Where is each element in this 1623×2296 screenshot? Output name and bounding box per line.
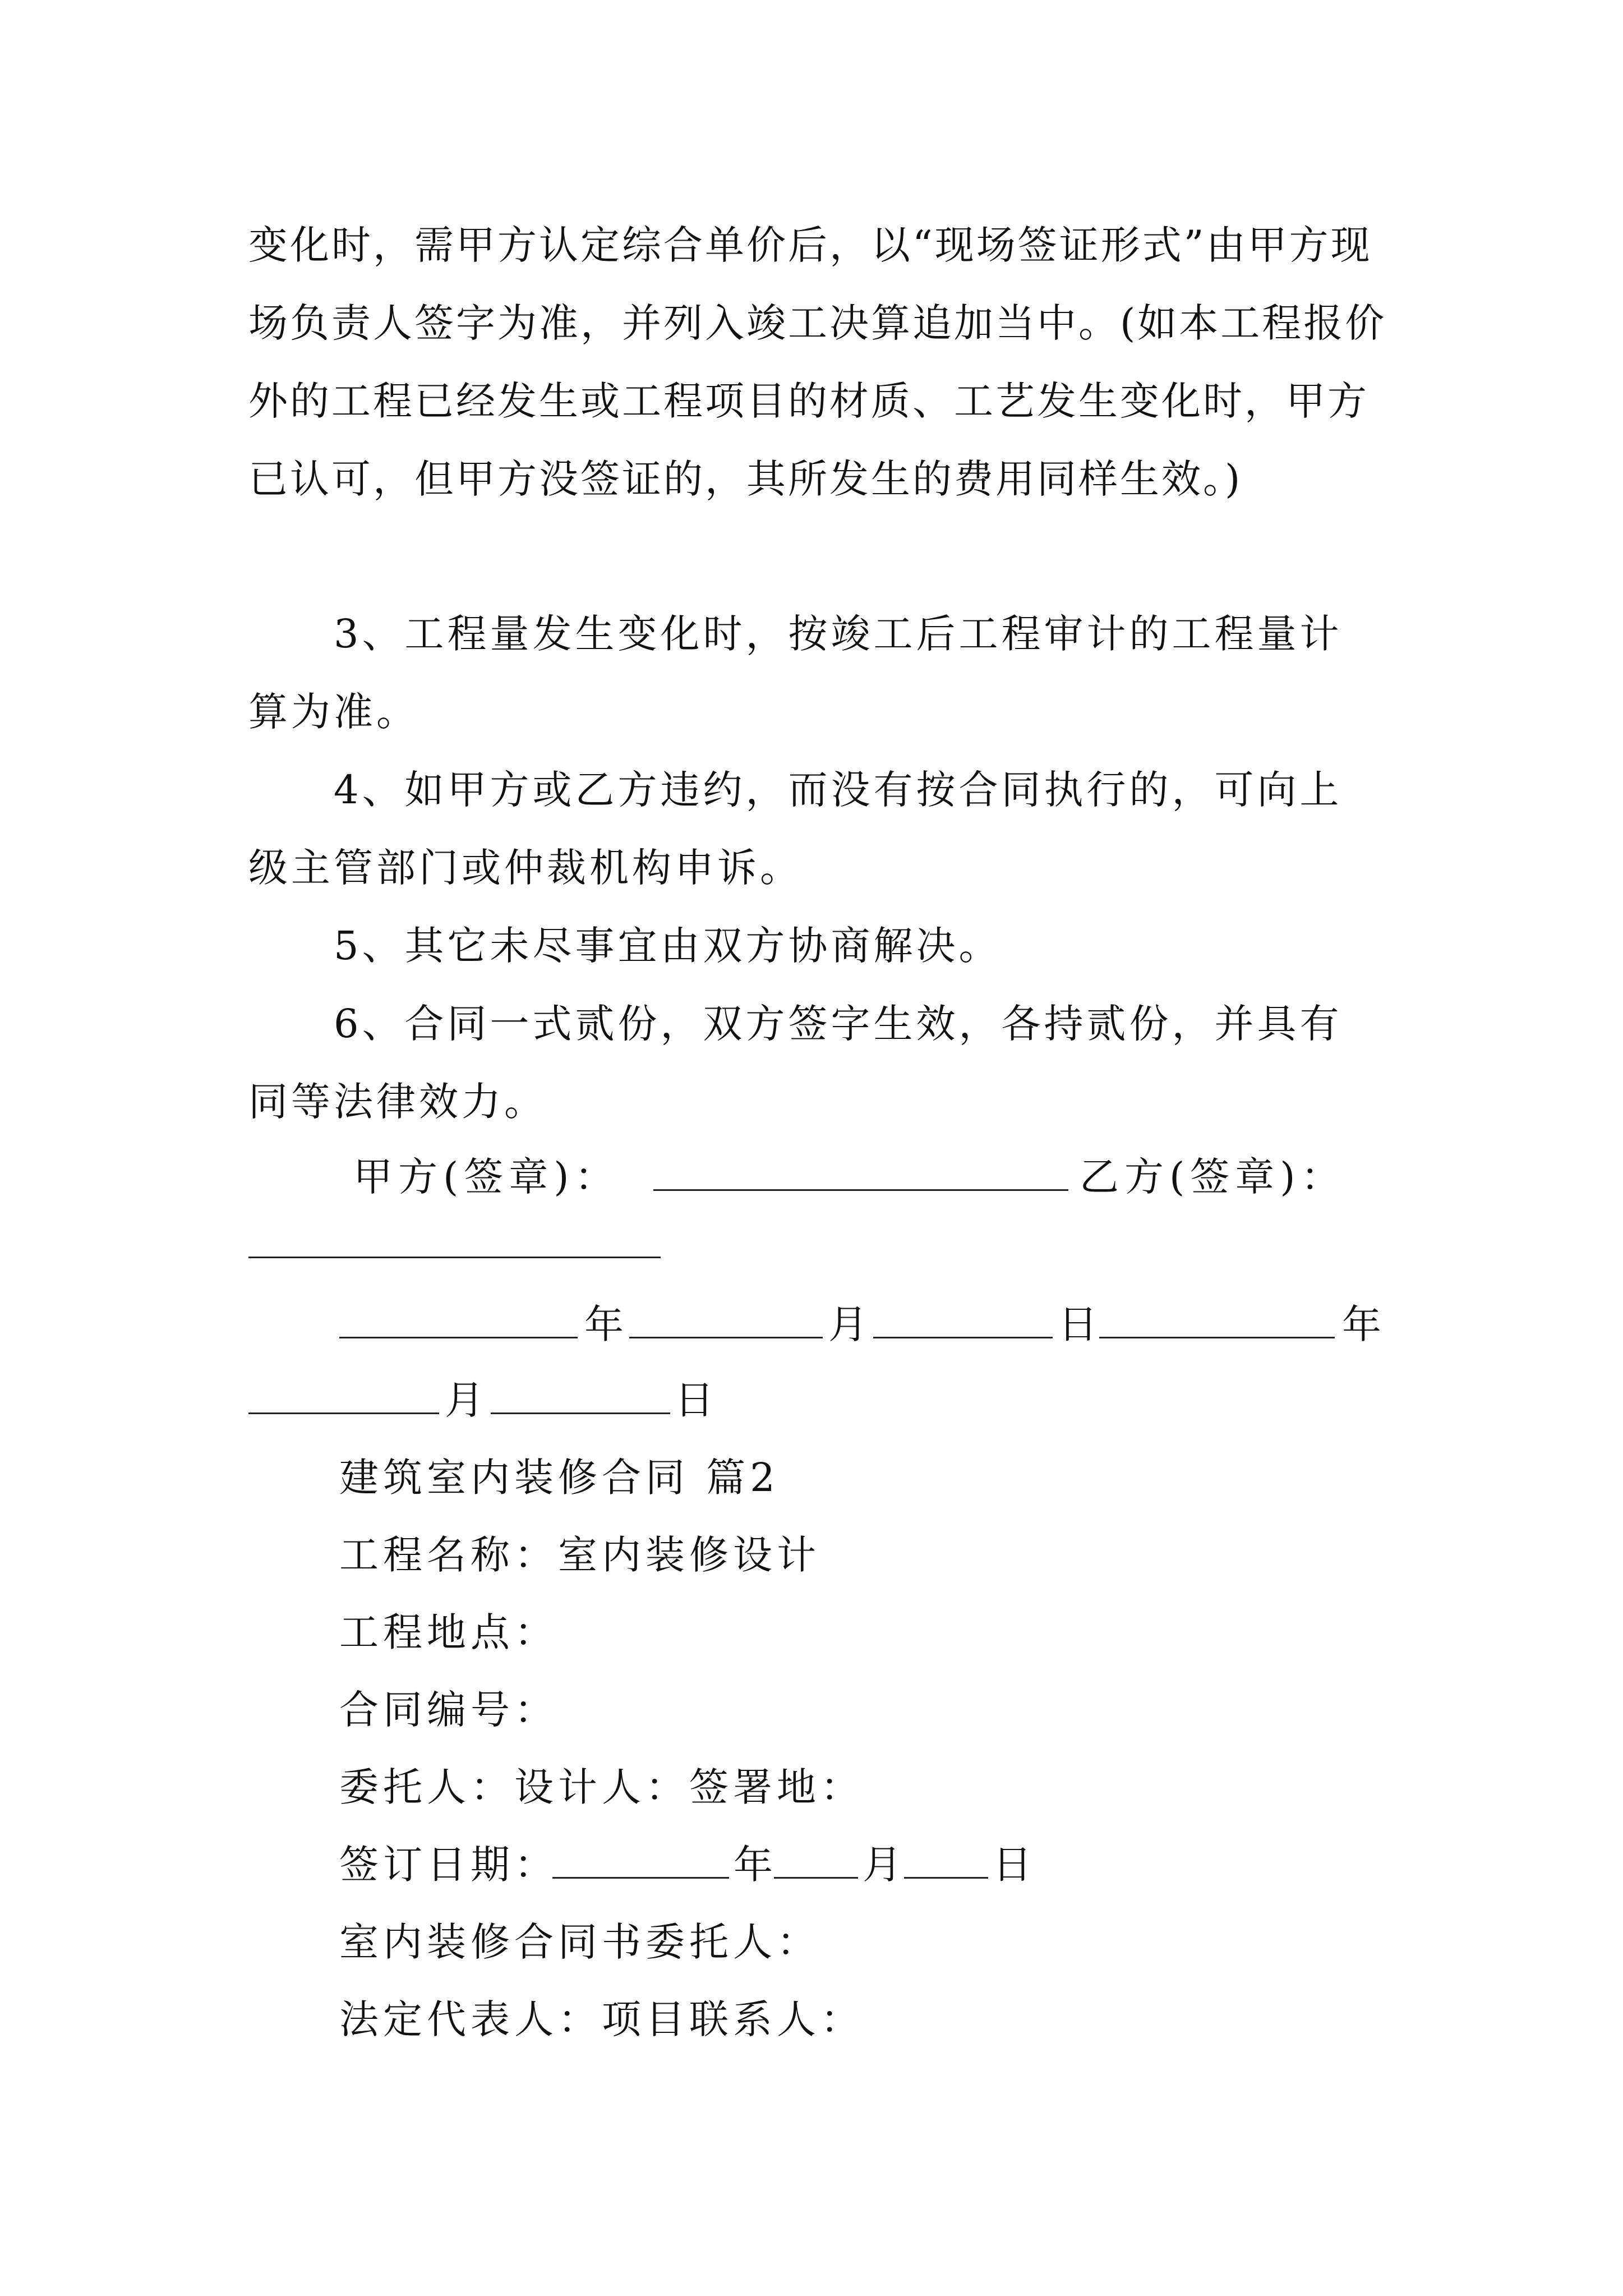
party-a-day-blank — [873, 1337, 1053, 1338]
party-a-year-label: 年 — [584, 1301, 627, 1347]
clause-4-line-2: 级主管部门或仲裁机构申诉。 — [248, 845, 803, 891]
contract-number: 合同编号： — [339, 1687, 558, 1733]
clause-4-line-1: 4、如甲方或乙方违约，而没有按合同执行的，可向上 — [334, 767, 1343, 813]
party-b-day-blank — [491, 1412, 670, 1414]
party-b-day-label: 日 — [675, 1377, 717, 1423]
signing-year-label: 年 — [734, 1842, 776, 1888]
clause-6-line-2: 同等法律效力。 — [248, 1079, 547, 1125]
clause-5: 5、其它未尽事宜由双方协商解决。 — [334, 923, 1002, 969]
signing-date-label: 签订日期： — [339, 1842, 558, 1888]
signing-year-blank — [552, 1877, 729, 1879]
party-b-month-label: 月 — [445, 1377, 487, 1423]
party-a-day-label: 日 — [1058, 1301, 1101, 1347]
contract-2-heading: 建筑室内装修合同 篇2 — [339, 1455, 780, 1501]
legal-representative: 法定代表人：项目联系人： — [339, 1996, 864, 2042]
party-a-year-blank — [339, 1337, 578, 1338]
project-location: 工程地点： — [339, 1609, 558, 1655]
party-a-signature-label: 甲方(签章)： — [353, 1154, 620, 1200]
clause-3-line-2: 算为准。 — [248, 689, 419, 735]
signing-day-blank — [904, 1877, 988, 1879]
party-b-month-blank — [248, 1412, 439, 1414]
paragraph-continuation: 变化时，需甲方认定综合单价后，以“现场签证形式”由甲方现场负责人签字为准，并列入竣工决算追加当中。(如本工程报价外的工程已经发生或工程项目的材质、工艺发生变化时，甲方已认可，但甲方没签证的，其所发生的费用同样生效。) — [248, 222, 1387, 502]
project-name: 工程名称：室内装修设计 — [339, 1532, 820, 1578]
party-a-month-blank — [629, 1337, 823, 1338]
party-a-signature-blank — [653, 1189, 1068, 1191]
clause-3-line-1: 3、工程量发生变化时，按竣工后工程审计的工程量计 — [334, 611, 1343, 657]
contract-book-client: 室内装修合同书委托人： — [339, 1919, 820, 1965]
parties-line: 委托人：设计人：签署地： — [339, 1764, 864, 1810]
party-a-month-label: 月 — [828, 1301, 871, 1347]
signing-month-label: 月 — [863, 1842, 905, 1888]
party-b-year-label: 年 — [1342, 1301, 1385, 1347]
party-b-year-blank — [1099, 1337, 1335, 1338]
clause-6-line-1: 6、合同一式贰份，双方签字生效，各持贰份，并具有 — [334, 1001, 1343, 1047]
signing-month-blank — [774, 1877, 858, 1879]
signing-day-label: 日 — [993, 1842, 1035, 1888]
party-b-signature-label: 乙方(签章)： — [1080, 1154, 1346, 1200]
party-b-signature-blank — [248, 1257, 661, 1258]
